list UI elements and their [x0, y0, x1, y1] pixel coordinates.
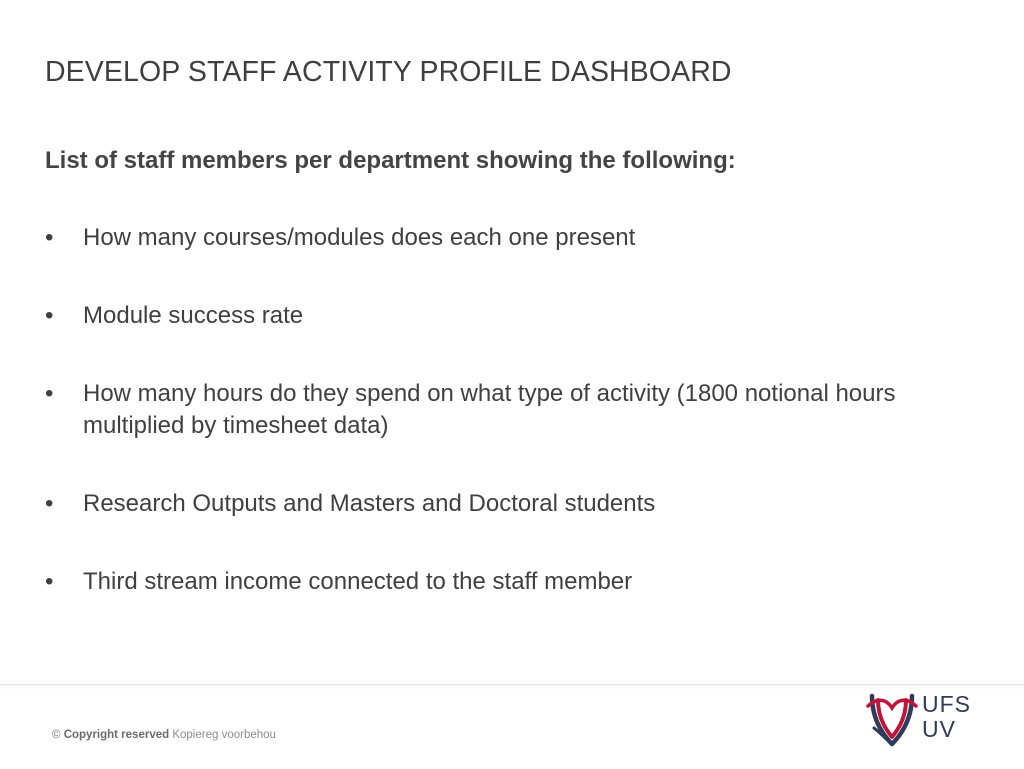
- copyright-symbol: ©: [52, 729, 61, 741]
- copyright-strong-text: Copyright reserved: [63, 729, 170, 741]
- bullet-icon: •: [45, 302, 54, 329]
- logo-line-2: UV: [922, 716, 956, 742]
- bullet-item-income: [45, 566, 945, 598]
- bullet-text: How many hours do they spend on what type of activity (1800 notional hours multiplied by timesheet data): [83, 380, 896, 439]
- ufs-logo: [864, 688, 984, 758]
- bullet-item-hours: [45, 378, 945, 442]
- bullet-text: Third stream income connected to the staff member: [83, 568, 633, 595]
- bullet-icon: •: [45, 380, 54, 407]
- ufs-logo-text: [922, 692, 971, 742]
- slide-title: DEVELOP STAFF ACTIVITY PROFILE DASHBOARD: [45, 56, 732, 88]
- bullet-list: [45, 222, 945, 644]
- bullet-icon: •: [45, 224, 54, 251]
- bullet-text: Module success rate: [83, 302, 304, 329]
- bullet-icon: •: [45, 568, 54, 595]
- bullet-item-courses: [45, 222, 945, 254]
- copyright-notice: [52, 728, 276, 742]
- bullet-item-success-rate: [45, 300, 945, 332]
- bullet-icon: •: [45, 490, 54, 517]
- copyright-light-text: Kopiereg voorbehou: [172, 729, 276, 741]
- slide-subtitle: List of staff members per department showing the following:: [45, 147, 736, 174]
- bullet-text: How many courses/modules does each one present: [83, 224, 636, 251]
- logo-line-1: UFS: [922, 691, 971, 717]
- bullet-item-research: [45, 488, 945, 520]
- footer: [0, 684, 1024, 769]
- bullet-text: Research Outputs and Masters and Doctoral students: [83, 490, 656, 517]
- ufs-heart-icon: [864, 688, 920, 748]
